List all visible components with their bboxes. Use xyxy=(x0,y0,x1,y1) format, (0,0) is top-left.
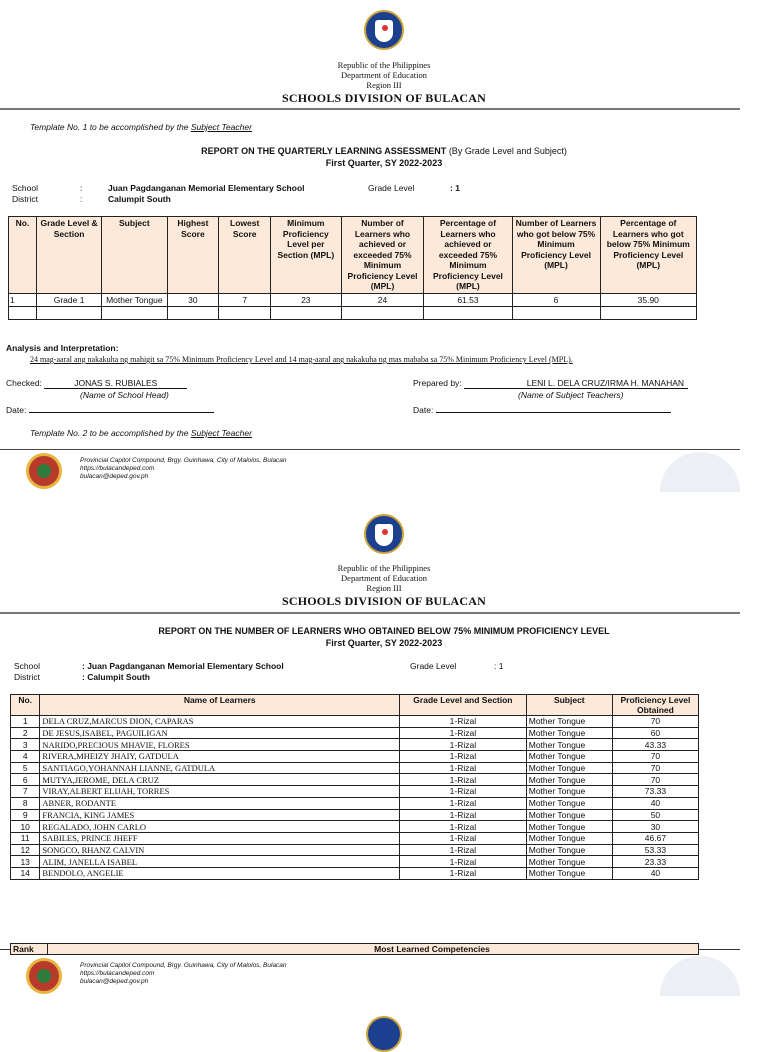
cell-proficiency: 70 xyxy=(612,762,698,774)
cell-learner-name: DELA CRUZ,MARCUS DION, CAPARAS xyxy=(40,716,400,728)
school-colon: : xyxy=(80,183,83,193)
cell-grade-section: 1-Rizal xyxy=(400,786,527,798)
district-value: Calumpit South xyxy=(108,194,171,204)
cell-learner-name: NARIDO,PRECIOUS MHAVIE, FLORES xyxy=(40,739,400,751)
cell-grade-section: 1-Rizal xyxy=(400,774,527,786)
table-row xyxy=(11,832,699,844)
cell-proficiency: 46.67 xyxy=(612,832,698,844)
cell-learner-name: MUTYA,JEROME, DELA CRUZ xyxy=(40,774,400,786)
cell-subject: Mother Tongue xyxy=(526,832,612,844)
cell-no: 4 xyxy=(11,751,40,763)
table-header-row xyxy=(11,695,699,716)
school-value: Juan Pagdanganan Memorial Elementary School xyxy=(108,183,305,193)
cell-subject: Mother Tongue xyxy=(526,774,612,786)
subject-teachers-role: (Name of Subject Teachers) xyxy=(518,390,624,400)
cell-no: 11 xyxy=(11,832,40,844)
table-row xyxy=(11,751,699,763)
table-row xyxy=(11,844,699,856)
col-learner-name: Name of Learners xyxy=(40,695,400,716)
table-row xyxy=(11,716,699,728)
cell-subject: Mother Tongue xyxy=(526,867,612,879)
table-header-row xyxy=(9,217,697,294)
template2-note: Template No. 2 to be accomplished by the Subject Teacher xyxy=(30,428,252,438)
cell-learner-name: SONGCO, RHANZ CALVIN xyxy=(40,844,400,856)
cell-grade-section: 1-Rizal xyxy=(400,716,527,728)
col-mpl: Minimum Proficiency Level per Section (MPL) xyxy=(271,217,341,294)
cell-no: 1 xyxy=(9,293,37,306)
cell-no: 14 xyxy=(11,867,40,879)
school-value-2: : Juan Pagdanganan Memorial Elementary School xyxy=(82,661,284,671)
bulacan-seal-icon-2 xyxy=(26,958,62,994)
cell-grade-section: 1-Rizal xyxy=(400,867,527,879)
col-no: No. xyxy=(9,217,37,294)
cell-proficiency: 40 xyxy=(612,867,698,879)
cell-grade-section: 1-Rizal xyxy=(400,727,527,739)
footer-address: Provincial Capitol Compound, Brgy. Guinhawa, City of Malolos, Bulacan xyxy=(80,457,287,464)
deped-seal-icon xyxy=(364,10,404,50)
col-grade-section: Grade Level and Section xyxy=(400,695,527,716)
col-proficiency: Proficiency Level Obtained xyxy=(612,695,698,716)
cell-no: 8 xyxy=(11,797,40,809)
cell-grade-section: 1-Rizal xyxy=(400,762,527,774)
district-value-2: : Calumpit South xyxy=(82,672,150,682)
quarterly-assessment-table xyxy=(8,216,697,320)
district-label-2: District xyxy=(14,672,40,682)
subject-teacher-link-2: Subject Teacher xyxy=(190,428,252,438)
cell-highest: 30 xyxy=(167,293,219,306)
prepared-date: Date: xyxy=(413,403,671,415)
cell-subject: Mother Tongue xyxy=(526,786,612,798)
learners-table xyxy=(10,694,699,880)
analysis-label: Analysis and Interpretation: xyxy=(6,343,119,353)
header-region: Region III xyxy=(366,80,402,90)
cell-subject: Mother Tongue xyxy=(526,856,612,868)
grade-level-value: : 1 xyxy=(450,183,460,193)
table-row-empty xyxy=(9,306,697,319)
cell-proficiency: 70 xyxy=(612,716,698,728)
cell-subject: Mother Tongue xyxy=(526,844,612,856)
cell-proficiency: 40 xyxy=(612,797,698,809)
template1-title: REPORT ON THE QUARTERLY LEARNING ASSESSMENT (By Grade Level and Subject) xyxy=(201,146,567,156)
cell-subject: Mother Tongue xyxy=(526,821,612,833)
cell-learner-name: SANTIAGO,YOHANNAH LIANNE, GATDULA xyxy=(40,762,400,774)
cell-no: 10 xyxy=(11,821,40,833)
school-head-role: (Name of School Head) xyxy=(80,390,169,400)
cell-achieved-percent: 61.53 xyxy=(424,293,512,306)
cell-no: 12 xyxy=(11,844,40,856)
cell-below-count: 6 xyxy=(512,293,600,306)
division-title: SCHOOLS DIVISION OF BULACAN xyxy=(282,91,486,105)
col-highest-score: Highest Score xyxy=(167,217,219,294)
cell-subject: Mother Tongue xyxy=(526,716,612,728)
cell-no: 1 xyxy=(11,716,40,728)
school-label-2: School xyxy=(14,661,40,671)
footer-address-2: Provincial Capitol Compound, Brgy. Guinhawa, City of Malolos, Bulacan xyxy=(80,962,287,969)
cell-lowest: 7 xyxy=(219,293,271,306)
cell-learner-name: ABNER, RODANTE xyxy=(40,797,400,809)
checked-line: Checked: JONAS S. RUBIALES xyxy=(6,378,187,389)
district-colon: : xyxy=(80,194,83,204)
cell-mpl: 23 xyxy=(271,293,341,306)
analysis-text: 24 mag-aaral ang nakakuha ng mahigit sa 75% Minimum Proficiency Level and 14 mag-aaral ang nakakuha ng mas mababa sa 75% Minimum Proficiency Level (MPL). xyxy=(30,355,573,364)
footer-watermark-icon-2 xyxy=(660,956,740,996)
col-achieved-count: Number of Learners who achieved or exceeded 75% Minimum Proficiency Level (MPL) xyxy=(341,217,424,294)
cell-learner-name: RIVERA,MHEIZY JHAIY, GATDULA xyxy=(40,751,400,763)
template1-note: Template No. 1 to be accomplished by the Subject Teacher xyxy=(30,122,252,132)
cell-learner-name: SABILES, PRINCE JHEFF xyxy=(40,832,400,844)
cell-learner-name: REGALADO, JOHN CARLO xyxy=(40,821,400,833)
table-row xyxy=(11,739,699,751)
district-label: District xyxy=(12,194,38,204)
grade-level-label: Grade Level xyxy=(368,183,415,193)
bulacan-seal-icon xyxy=(26,453,62,489)
cell-subject: Mother Tongue xyxy=(526,739,612,751)
cell-grade-section: 1-Rizal xyxy=(400,739,527,751)
cell-subject: Mother Tongue xyxy=(526,751,612,763)
cell-proficiency: 30 xyxy=(612,821,698,833)
school-head-name: JONAS S. RUBIALES xyxy=(44,378,187,389)
col-achieved-percent: Percentage of Learners who achieved or exceeded 75% Minimum Proficiency Level (MPL) xyxy=(424,217,512,294)
col-below-count: Number of Learners who got below 75% Minimum Proficiency Level (MPL) xyxy=(512,217,600,294)
cell-grade-section: 1-Rizal xyxy=(400,797,527,809)
cell-grade-section: 1-Rizal xyxy=(400,856,527,868)
col-most-learned-competencies: Most Learned Competencies xyxy=(48,944,699,955)
table-row xyxy=(11,774,699,786)
cell-grade-section: 1-Rizal xyxy=(400,832,527,844)
header-republic: Republic of the Philippines xyxy=(337,60,431,70)
deped-seal-icon-2 xyxy=(364,514,404,554)
cell-grade-section: 1-Rizal xyxy=(400,809,527,821)
table-row xyxy=(9,293,697,306)
template2-quarter: First Quarter, SY 2022-2023 xyxy=(325,638,443,648)
col-below-percent: Percentage of Learners who got below 75% Minimum Proficiency Level (MPL) xyxy=(600,217,696,294)
division-title-2: SCHOOLS DIVISION OF BULACAN xyxy=(282,594,486,608)
footer-rule xyxy=(0,449,740,450)
footer-info xyxy=(80,457,287,481)
header-department-2: Department of Education xyxy=(341,573,427,583)
cell-proficiency: 70 xyxy=(612,751,698,763)
cell-no: 5 xyxy=(11,762,40,774)
template2-title: REPORT ON THE NUMBER OF LEARNERS WHO OBTAINED BELOW 75% MINIMUM PROFICIENCY LEVEL xyxy=(158,626,610,636)
cell-grade-section: 1-Rizal xyxy=(400,844,527,856)
cell-proficiency: 50 xyxy=(612,809,698,821)
cell-below-percent: 35.90 xyxy=(600,293,696,306)
header-region-2: Region III xyxy=(366,583,402,593)
cell-subject: Mother Tongue xyxy=(102,293,167,306)
cell-proficiency: 53.33 xyxy=(612,844,698,856)
col-subject: Subject xyxy=(526,695,612,716)
table-row xyxy=(11,809,699,821)
cell-no: 3 xyxy=(11,739,40,751)
footer-watermark-icon xyxy=(660,452,740,492)
table-row xyxy=(11,727,699,739)
cell-subject: Mother Tongue xyxy=(526,762,612,774)
table-row xyxy=(11,856,699,868)
header-republic-2: Republic of the Philippines xyxy=(337,563,431,573)
cell-proficiency: 23.33 xyxy=(612,856,698,868)
col-rank: Rank xyxy=(11,944,48,955)
footer-info-2 xyxy=(80,962,287,986)
cell-learner-name: VIRAY,ALBERT ELIJAH, TORRES xyxy=(40,786,400,798)
cell-learner-name: DE JESUS,ISABEL, PAGUILIGAN xyxy=(40,727,400,739)
checked-date: Date: xyxy=(6,403,214,415)
cell-no: 9 xyxy=(11,809,40,821)
school-label: School xyxy=(12,183,38,193)
cell-achieved-count: 24 xyxy=(341,293,424,306)
footer-email: bulacan@deped.gov.ph xyxy=(80,473,149,480)
cell-no: 13 xyxy=(11,856,40,868)
table-row xyxy=(11,821,699,833)
header-rule-2 xyxy=(0,612,740,614)
header-department: Department of Education xyxy=(341,70,427,80)
cell-proficiency: 60 xyxy=(612,727,698,739)
header-rule xyxy=(0,108,740,110)
cell-learner-name: ALIM, JANELLA ISABEL xyxy=(40,856,400,868)
cell-no: 7 xyxy=(11,786,40,798)
subject-teacher-link: Subject Teacher xyxy=(190,122,252,132)
competencies-header-row xyxy=(11,944,699,955)
cell-subject: Mother Tongue xyxy=(526,727,612,739)
cell-no: 6 xyxy=(11,774,40,786)
cell-subject: Mother Tongue xyxy=(526,797,612,809)
prepared-line: Prepared by: LENI L. DELA CRUZ/IRMA H. MANAHAN xyxy=(413,378,688,389)
competencies-table xyxy=(10,943,699,955)
cell-learner-name: BENDOLO, ANGELIE xyxy=(40,867,400,879)
cell-grade-section: 1-Rizal xyxy=(400,751,527,763)
cell-learner-name: FRANCIA, KING JAMES xyxy=(40,809,400,821)
table-row xyxy=(11,786,699,798)
col-grade-section: Grade Level & Section xyxy=(36,217,101,294)
cell-grade-section: 1-Rizal xyxy=(400,821,527,833)
deped-seal-icon-3 xyxy=(366,1016,402,1052)
footer-website-2: https://bulacandeped.com xyxy=(80,970,155,977)
grade-level-label-2: Grade Level xyxy=(410,661,457,671)
table-row xyxy=(11,762,699,774)
cell-proficiency: 43.33 xyxy=(612,739,698,751)
cell-subject: Mother Tongue xyxy=(526,809,612,821)
subject-teachers-name: LENI L. DELA CRUZ/IRMA H. MANAHAN xyxy=(464,378,688,389)
table-row xyxy=(11,867,699,879)
footer-email-2: bulacan@deped.gov.ph xyxy=(80,978,149,985)
table-row xyxy=(11,797,699,809)
cell-proficiency: 70 xyxy=(612,774,698,786)
cell-proficiency: 73.33 xyxy=(612,786,698,798)
col-no: No. xyxy=(11,695,40,716)
cell-grade-section: Grade 1 xyxy=(36,293,101,306)
footer-website: https://bulacandeped.com xyxy=(80,465,155,472)
cell-no: 2 xyxy=(11,727,40,739)
template1-quarter: First Quarter, SY 2022-2023 xyxy=(325,158,443,168)
grade-level-value-2: : 1 xyxy=(494,661,504,671)
col-lowest-score: Lowest Score xyxy=(219,217,271,294)
col-subject: Subject xyxy=(102,217,167,294)
